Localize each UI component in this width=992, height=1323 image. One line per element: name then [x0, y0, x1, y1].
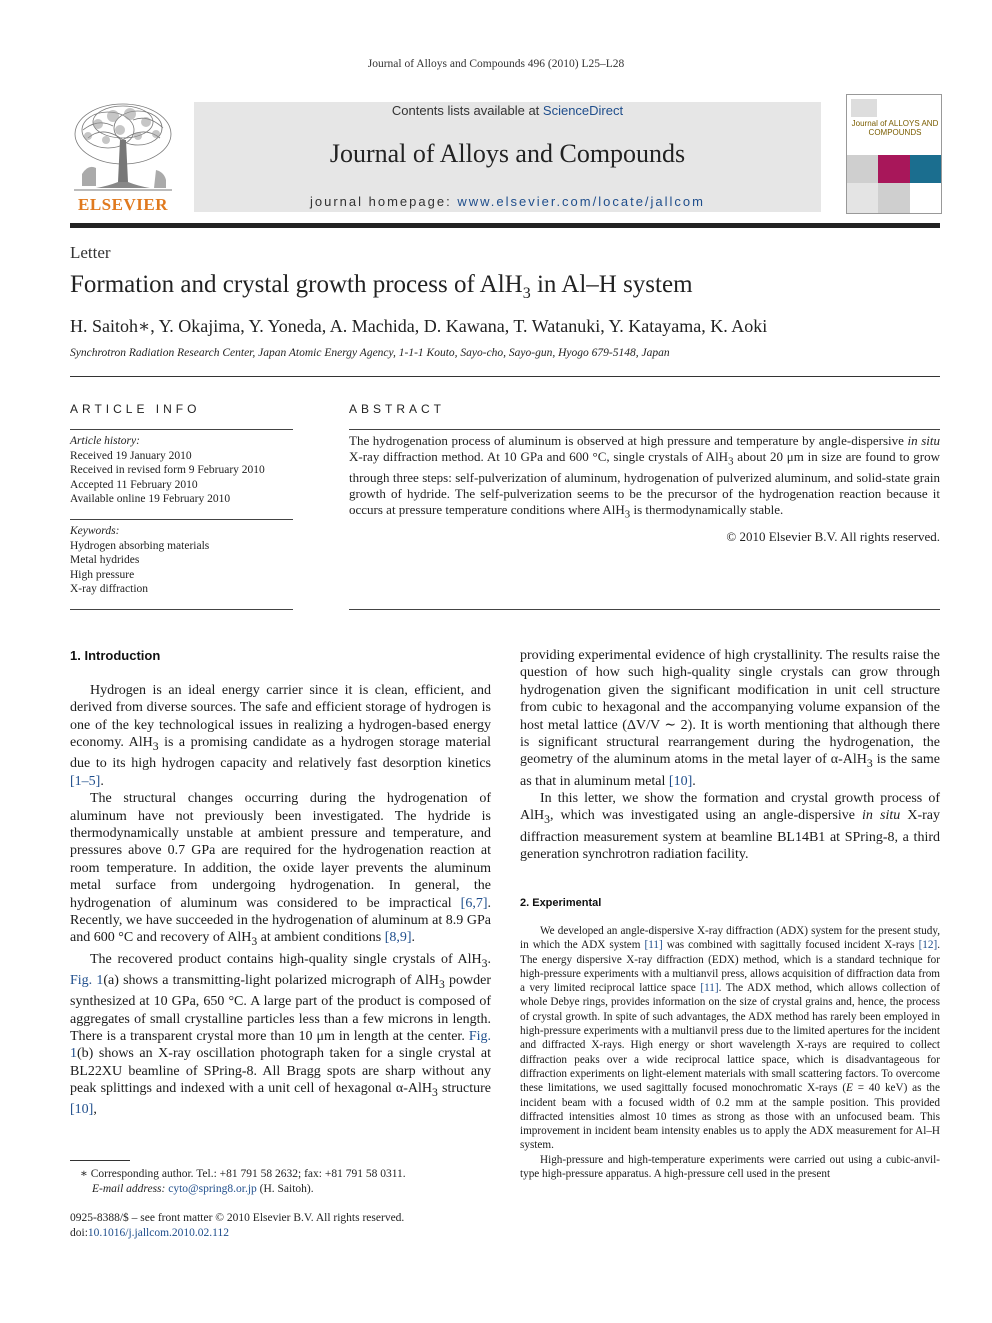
copyright: © 2010 Elsevier B.V. All rights reserved.	[726, 529, 940, 544]
homepage-link[interactable]: www.elsevier.com/locate/jallcom	[457, 194, 705, 209]
cover-block-light	[847, 183, 878, 213]
keywords-label: Keywords:	[70, 525, 120, 537]
article-info-bottom-rule	[70, 609, 293, 610]
history-item: Received 19 January 2010	[70, 449, 192, 462]
introduction-continued: providing experimental evidence of high crystallinity. The results raise the question of how such high-quality single crystals can grow through hydrogenation given the significant modification in unit cell structure from cubic to hexagonal and the accompanying volume expansion of the host metal lattice (ΔV/V ∼ 2). It is worth mentioning that although there is significant structural rearrangement during the hydrogenation, the geometry of the aluminum atoms in the metal layer of α-AlH$_3$ is the same as that in aluminum metal [10]. In this letter, we show the formation and crystal growth process of AlH$_3$, which was investigated using an angle-dispersive in situ X-ray diffraction measurement system at beamline BL14B1 at SPring-8, a third generation synchrotron radiation facility.	[520, 648, 941, 863]
corresponding-author: ∗ Corresponding author. Tel.: +81 791 58 2632; fax: +81 791 58 0311.	[80, 1168, 406, 1180]
article-history	[70, 434, 300, 507]
cover-block-grey	[847, 155, 878, 183]
cover-publisher-mark	[851, 99, 877, 117]
footnote-rule	[70, 1160, 130, 1161]
contents-line	[194, 103, 821, 118]
abstract-rule	[349, 429, 940, 430]
elsevier-tree-icon	[68, 100, 178, 196]
journal-cover-thumbnail[interactable]	[846, 94, 942, 214]
article-info-rule	[70, 429, 293, 430]
keywords-rule	[70, 519, 293, 520]
title-main: Formation and crystal growth process of AlH	[70, 271, 523, 298]
abstract-heading: ABSTRACT	[349, 402, 446, 416]
issn-line: 0925-8388/$ – see front matter © 2010 Elsevier B.V. All rights reserved.	[70, 1212, 405, 1224]
keyword: High pressure	[70, 568, 135, 581]
keywords-block	[70, 524, 300, 597]
section-heading-experimental: 2. Experimental	[520, 897, 602, 909]
email-label: E-mail address:	[92, 1182, 169, 1195]
article-type: Letter	[70, 243, 111, 262]
footnote	[80, 1167, 500, 1196]
author-list: H. Saitoh∗, Y. Okajima, Y. Yoneda, A. Machida, D. Kawana, T. Watanuki, Y. Katayama, K. Aoki	[70, 316, 768, 336]
article-title	[70, 271, 693, 303]
sciencedirect-link[interactable]: ScienceDirect	[542, 103, 624, 118]
keyword: X-ray diffraction	[70, 583, 149, 595]
article-info-heading: ARTICLE INFO	[70, 402, 201, 416]
affiliation: Synchrotron Radiation Research Center, Japan Atomic Energy Agency, 1-1-1 Kouto, Sayo-cho, Sayo-gun, Hyogo 679-5148, Japan	[70, 347, 670, 359]
homepage-prefix: journal homepage:	[310, 194, 458, 209]
abstract-text: The hydrogenation process of aluminum is observed at high pressure and temperature by angle-dispersive in situ X-ray diffraction method. At 10 GPa and 600 °C, single crystals of AlH$_3$ about 20 μm in size are found to grow through three steps: self-pulverization of aluminum, hydrogenation of pulverized aluminum, and solid-state grain growth of hydride. The self-pulverization seems to be the precursor of the hydrogenation reaction because it occurs at pressure temperature conditions where AlH$_3$ is thermodynamically stable.	[349, 433, 940, 521]
keyword: Metal hydrides	[70, 554, 140, 566]
history-item: Accepted 11 February 2010	[70, 478, 198, 491]
front-matter	[70, 1211, 500, 1240]
header-rule	[70, 223, 940, 228]
cover-title: Journal of ALLOYS AND COMPOUNDS	[851, 119, 939, 137]
history-item: Received in revised form 9 February 2010	[70, 464, 265, 476]
cover-block-grey-2	[878, 183, 910, 213]
homepage-line	[194, 194, 821, 209]
contents-prefix: Contents lists available at	[391, 103, 543, 118]
header-divider	[70, 376, 940, 377]
elsevier-wordmark: ELSEVIER	[78, 195, 168, 214]
title-subscript: 3	[522, 285, 531, 302]
journal-title: Journal of Alloys and Compounds	[329, 139, 686, 168]
email-link[interactable]: cyto@spring8.or.jp	[168, 1182, 257, 1195]
experimental-text: We developed an angle-dispersive X-ray diffraction (ADX) system for the present study, in which the ADX system [11] was combined with sagittally focused incident X-rays [12]. The energy dispersive X-ray diffraction (EDX) method, which is a standard technique for high-pressure experiments with a multianvil press, allows acquisition of diffraction data from a very limited reciprocal lattice space [11]. The ADX method, which allows collection of whole Debye rings, provides information on the size of crystal grains and, hence, the process of crystal growth. In spite of such advantages, the ADX method has rarely been employed in high-pressure experiments with a multianvil press due to the limited apertures for the incident and diffracted X-rays. High energy or short wavelength X-rays are required to collect diffraction peaks over a wide reciprocal lattice space, which is disadvantageous for diffraction experiments on light-element materials with small scattering factors. To overcome these limitations, we used sagittally focused monochromatic X-rays (E = 40 keV) as the incident beam with a focused width of 0.2 mm at the sample position. This provided diffracted intensities almost 10 times as strong as those with an unfocused beam. This improvement in incident beam intensity enables us to apply the ADX measurement for Al–H system. High-pressure and high-temperature experiments were carried out using a cubic-anvil-type high-pressure apparatus. A high-pressure cell used in the present	[520, 925, 940, 1181]
title-tail: in Al–H system	[530, 271, 693, 298]
keyword: Hydrogen absorbing materials	[70, 539, 210, 552]
introduction-text: Hydrogen is an ideal energy carrier since it is clean, efficient, and derived from diverse sources. The safe and efficient storage of hydrogen is one of the key technological issues in realizing a hydrogen-based energy economy. AlH$_3$ is a promising candidate as a hydrogen storage material due to its high hydrogen capacity and relatively fast desorption kinetics [1–5]. The structural changes occurring during the hydrogenation of aluminum have not previously been investigated. The hydride is thermodynamically unstable at ambient pressure and temperature, and pressures above 0.7 GPa are required for the hydrogenation reaction at room temperature. In addition, the oxide layer prevents the aluminum metal surface from undergoing hydrogenation. In general, the hydrogenation of aluminum was considered to be impractical [6,7]. Recently, we have succeeded in the hydrogenation of aluminum at 8.9 GPa and 600 °C and recovery of AlH$_3$ at ambient conditions [8,9]. The recovered product contains high-quality single crystals of AlH$_3$. Fig. 1(a) shows a transmitting-light polarized micrograph of AlH$_3$ powder synthesized at 10 GPa, 650 °C. A large part of the product is composed of aggregates of small crystalline particles less than a few microns in length. There is a transparent crystal more than 10 μm in length at the center. Fig. 1(b) shows an X-ray oscillation photograph taken for a single crystal at BL22XU beamline of SPring-8. All Bragg spots are sharp without any peak splittings and indexed with a unit cell of hexagonal α-AlH$_3$ structure [10],	[70, 683, 492, 1118]
section-heading-introduction: 1. Introduction	[70, 648, 161, 663]
doi-prefix: doi:	[70, 1226, 88, 1239]
abstract-bottom-rule	[349, 609, 940, 610]
doi-link[interactable]: 10.1016/j.jallcom.2010.02.112	[87, 1226, 229, 1239]
elsevier-logo[interactable]	[68, 100, 178, 215]
cover-block-magenta	[878, 155, 910, 183]
history-item: Available online 19 February 2010	[70, 493, 231, 505]
history-label: Article history:	[70, 435, 140, 447]
running-head: Journal of Alloys and Compounds 496 (2010) L25–L28	[367, 58, 625, 70]
cover-block-teal	[910, 155, 941, 183]
email-suffix: (H. Saitoh).	[256, 1182, 314, 1195]
